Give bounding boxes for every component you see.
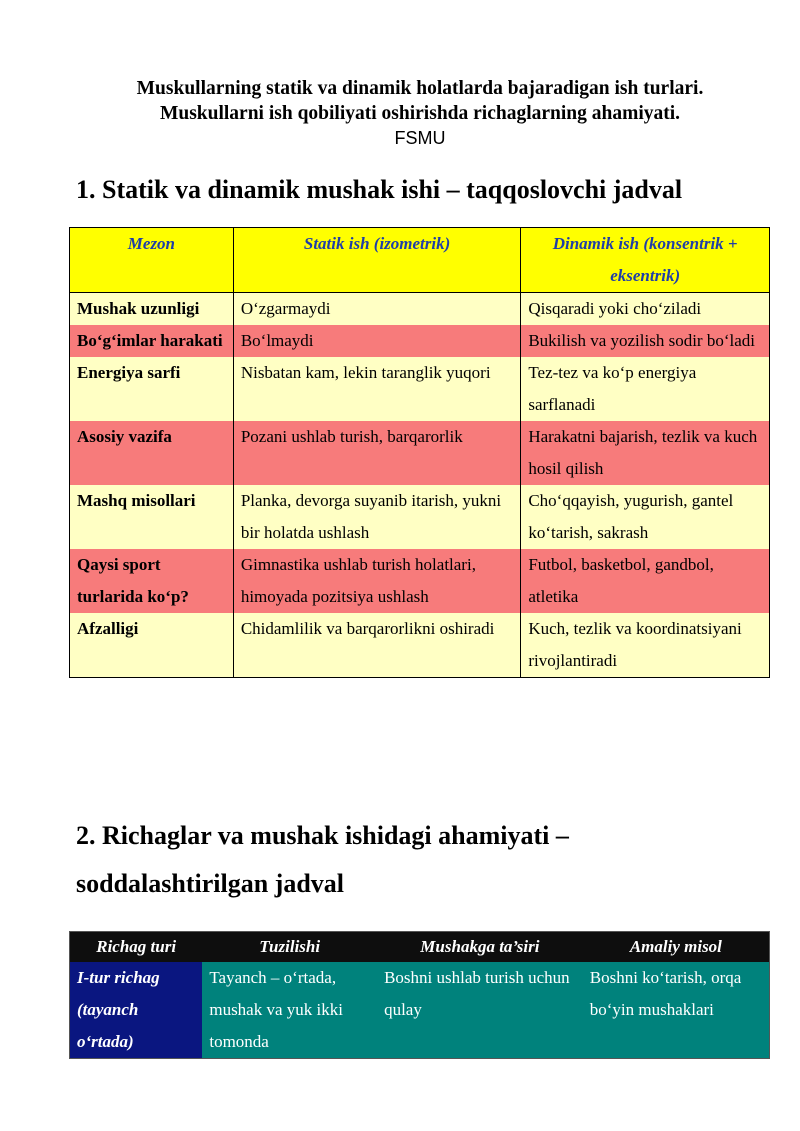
dynamic-cell: Cho‘qqayish, yugurish, gantel ko‘tarish, sakrash	[521, 485, 770, 549]
section-2-title-line-2: soddalashtirilgan jadval	[76, 869, 345, 898]
table-row	[70, 421, 770, 485]
criterion-cell: Mashq misollari	[70, 485, 234, 549]
criterion-cell: Bo‘g‘imlar harakati	[70, 325, 234, 357]
table-row	[70, 293, 770, 326]
comparison-table-header-row	[70, 228, 770, 293]
section-1-title: 1. Statik va dinamik mushak ishi – taqqoslovchi jadval	[76, 175, 683, 204]
criterion-cell: Qaysi sport turlarida ko‘p?	[70, 549, 234, 613]
table-row	[70, 613, 770, 678]
dynamic-cell: Tez-tez va ko‘p energiya sarflanadi	[521, 357, 770, 421]
table-row	[70, 962, 770, 1059]
criterion-cell: Energiya sarfi	[70, 357, 234, 421]
table-row	[70, 549, 770, 613]
table-row	[70, 357, 770, 421]
criterion-cell: Asosiy vazifa	[70, 421, 234, 485]
column-header-structure: Tuzilishi	[202, 932, 377, 963]
dynamic-cell: Futbol, basketbol, gandbol, atletika	[521, 549, 770, 613]
section-2-title-line-1: 2. Richaglar va mushak ishidagi ahamiyati –	[76, 821, 569, 850]
header-title-line-2: Muskullarni ish qobiliyati oshirishda richaglarning ahamiyati.	[159, 103, 681, 124]
static-cell: Planka, devorga suyanib itarish, yukni bir holatda ushlash	[233, 485, 521, 549]
table-row	[70, 485, 770, 549]
column-header-practical-example: Amaliy misol	[583, 932, 770, 963]
static-cell: Nisbatan kam, lekin taranglik yuqori	[233, 357, 521, 421]
static-cell: Chidamlilik va barqarorlikni oshiradi	[233, 613, 521, 678]
static-cell: Gimnastika ushlab turish holatlari, himoyada pozitsiya ushlash	[233, 549, 521, 613]
structure-cell: Tayanch – o‘rtada, mushak va yuk ikki tomonda	[202, 962, 377, 1059]
static-cell: Bo‘lmaydi	[233, 325, 521, 357]
lever-table-header-row	[70, 932, 770, 963]
dynamic-cell: Harakatni bajarish, tezlik va kuch hosil qilish	[521, 421, 770, 485]
comparison-table	[69, 227, 770, 678]
criterion-cell: Mushak uzunligi	[70, 293, 234, 326]
column-header-muscle-effect: Mushakga ta’siri	[377, 932, 583, 963]
header-title-line-1: Muskullarning statik va dinamik holatlarda bajaradigan ish turlari.	[136, 78, 704, 99]
criterion-cell: Afzalligi	[70, 613, 234, 678]
column-header-lever-type: Richag turi	[70, 932, 203, 963]
dynamic-cell: Bukilish va yozilish sodir bo‘ladi	[521, 325, 770, 357]
dynamic-cell: Kuch, tezlik va koordinatsiyani rivojlantiradi	[521, 613, 770, 678]
lever-type-cell: I-tur richag (tayanch o‘rtada)	[70, 962, 203, 1059]
column-header-criterion: Mezon	[70, 228, 234, 293]
static-cell: Pozani ushlab turish, barqarorlik	[233, 421, 521, 485]
column-header-dynamic: Dinamik ish (konsentrik + eksentrik)	[521, 228, 770, 293]
effect-cell: Boshni ushlab turish uchun qulay	[377, 962, 583, 1059]
document-header	[0, 76, 800, 150]
dynamic-cell: Qisqaradi yoki cho‘ziladi	[521, 293, 770, 326]
example-cell: Boshni ko‘tarish, orqa bo‘yin mushaklari	[583, 962, 770, 1059]
column-header-static: Statik ish (izometrik)	[233, 228, 521, 293]
section-2-title	[76, 812, 569, 908]
lever-table	[69, 931, 770, 1059]
static-cell: O‘zgarmaydi	[233, 293, 521, 326]
header-method-label: FSMU	[394, 128, 446, 148]
table-row	[70, 325, 770, 357]
